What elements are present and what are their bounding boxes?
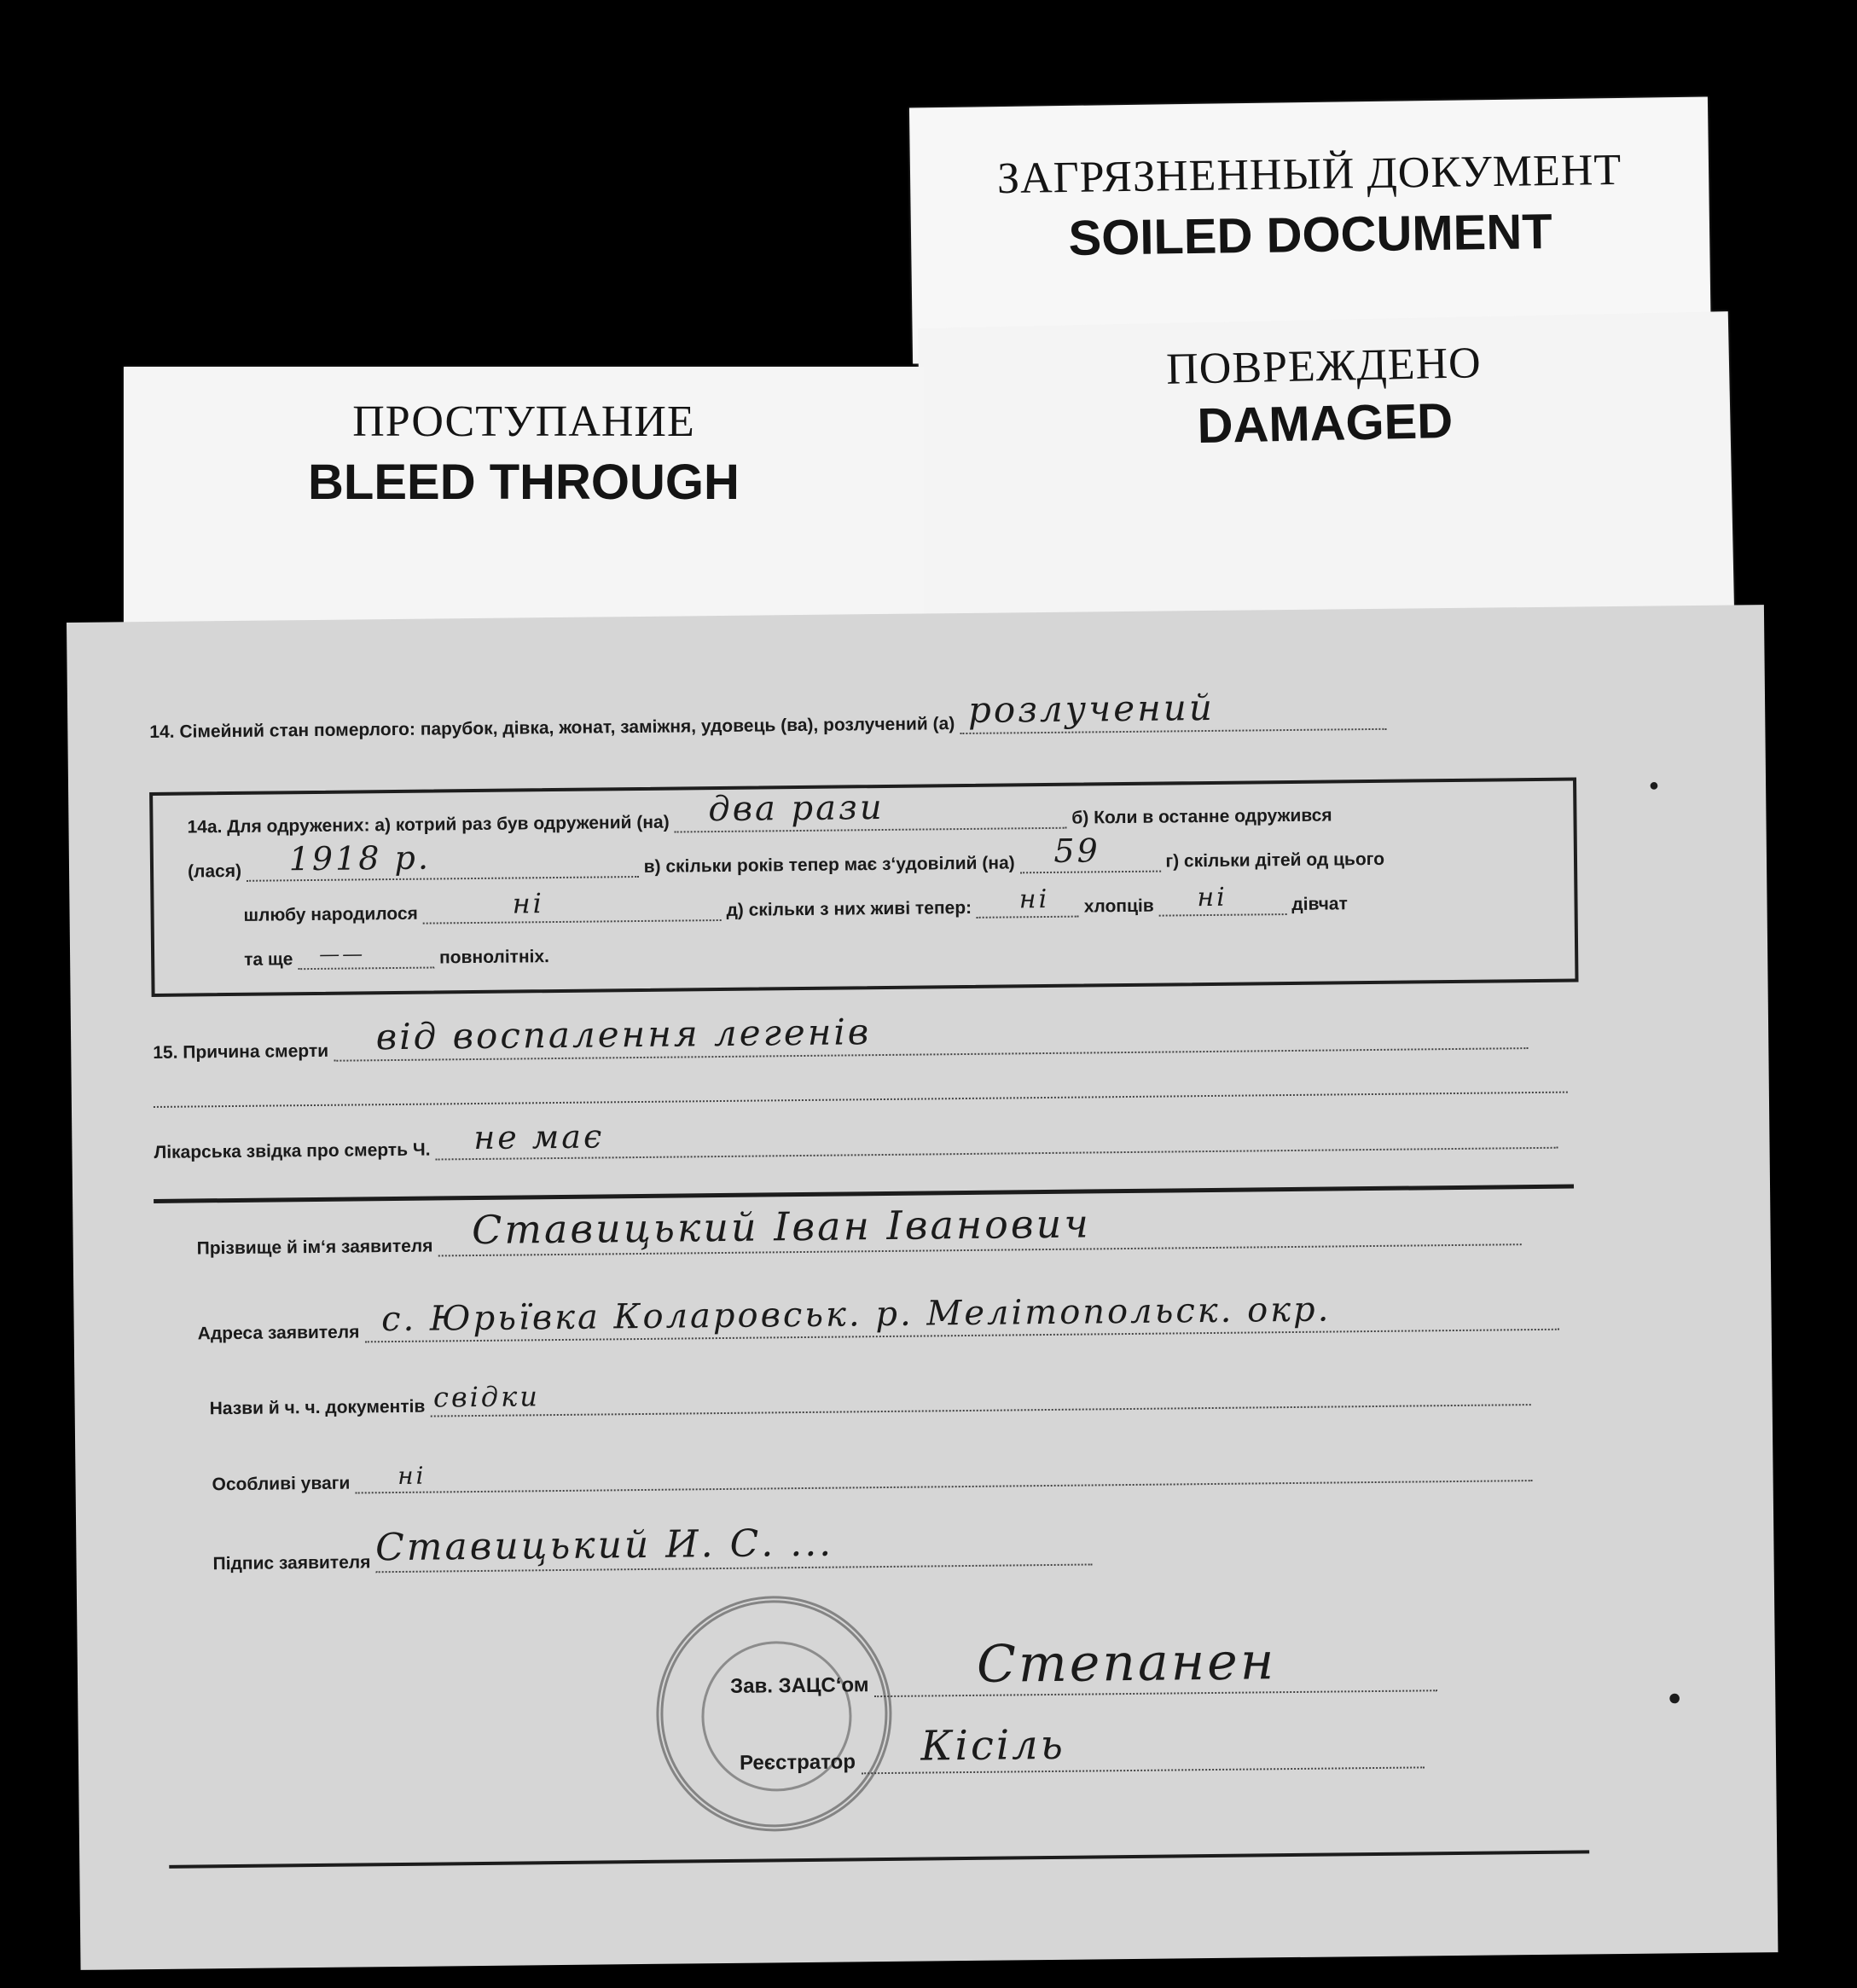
registrar-label: Реєстратор xyxy=(739,1750,856,1775)
medical-field xyxy=(435,1117,1558,1161)
documents-label: Назви й ч. ч. документів xyxy=(209,1396,426,1419)
head-field xyxy=(874,1632,1437,1697)
remarks-field xyxy=(355,1456,1532,1493)
q14a-line3-prefix: шлюбу народилося xyxy=(243,903,418,925)
q15-value: від воспалення легенів xyxy=(375,1011,872,1058)
applicant-address-label: Адреса заявителя xyxy=(197,1322,360,1344)
applicant-name-field xyxy=(438,1200,1521,1256)
head-value: Степанен xyxy=(976,1632,1277,1695)
q14a-line2-label: в) скільки років тепер має з‘удовілий (на) xyxy=(643,853,1015,877)
q14a-line2-field xyxy=(247,838,639,882)
q14a-line2-prefix: (лася) xyxy=(187,861,242,882)
q14-row xyxy=(149,686,1386,743)
q14a-line2-value2: 59 xyxy=(1053,832,1100,870)
binding-hole-mark: • xyxy=(1645,772,1663,803)
registrar-value: Кісіль xyxy=(920,1720,1066,1771)
q14a-line4-suffix: повнолітніх. xyxy=(438,947,550,968)
q15-row xyxy=(153,1011,1528,1064)
documents-field xyxy=(430,1380,1530,1417)
applicant-name-row xyxy=(196,1200,1522,1259)
signature-row xyxy=(212,1521,1092,1574)
applicant-address-value: с. Юрьївка Коларовськ. р. Мелітопольск. окр. xyxy=(380,1290,1332,1340)
documents-row xyxy=(209,1380,1530,1419)
q14a-line3-field3 xyxy=(1158,882,1286,917)
bleed-through-tag xyxy=(124,367,924,657)
q15-label: 15. Причина смерти xyxy=(153,1040,329,1063)
q14-field xyxy=(960,686,1386,734)
section-divider-top xyxy=(154,1185,1574,1203)
q14a-line3-value2: ні xyxy=(1018,884,1050,915)
official-seal xyxy=(655,1595,893,1833)
applicant-name-value: Ставицький Іван Іванович xyxy=(471,1200,1092,1254)
q14a-line3-value3: ні xyxy=(1197,882,1227,913)
signature-value: Ставицький И. С. ... xyxy=(374,1521,834,1570)
q14a-line2-field2 xyxy=(1019,832,1160,874)
q14a-line3-field2 xyxy=(977,884,1079,919)
medical-row xyxy=(154,1117,1558,1163)
section-divider-bottom xyxy=(169,1850,1589,1868)
bleed-tag-en: BLEED THROUGH xyxy=(308,455,740,510)
q14a-line1 xyxy=(187,787,1332,838)
damaged-tag-en: DAMAGED xyxy=(1196,392,1454,455)
marriage-details-box xyxy=(149,777,1578,997)
registrar-field xyxy=(861,1720,1424,1774)
medical-value: не має xyxy=(473,1117,605,1157)
death-record-form xyxy=(67,605,1778,1970)
remarks-row xyxy=(212,1456,1532,1495)
q14a-line4-prefix: та ще xyxy=(244,949,293,970)
q14a-line3-suffix: дівчат xyxy=(1291,894,1348,914)
remarks-value: ні xyxy=(397,1461,427,1490)
q14a-line1-suffix: б) Коли в останне одружився xyxy=(1071,805,1332,828)
bleed-tag-ru: ПРОСТУПАНИЕ xyxy=(352,397,695,446)
soiled-tag-en: SOILED DOCUMENT xyxy=(1068,204,1553,266)
damaged-tag-ru: ПОВРЕЖДЕНО xyxy=(1165,339,1483,394)
q14a-line3-value: ні xyxy=(512,887,545,920)
q15-row-2 xyxy=(154,1068,1568,1108)
applicant-name-label: Прізвище й ім‘я заявителя xyxy=(196,1236,433,1259)
soiled-tag-ru: ЗАГРЯЗНЕННЫЙ ДОКУМЕНТ xyxy=(996,145,1622,204)
signature-field xyxy=(374,1521,1092,1573)
q14a-line2 xyxy=(187,832,1385,883)
documents-value: свідки xyxy=(432,1380,541,1414)
q14a-line4 xyxy=(244,942,549,971)
signature-label: Підпис заявителя xyxy=(212,1552,371,1574)
binding-hole-mark-2: • xyxy=(1664,1680,1686,1720)
head-label: Зав. ЗАЦС‘ом xyxy=(729,1673,869,1698)
medical-label: Лікарська звідка про смерть Ч. xyxy=(154,1139,431,1162)
q14-label: 14. Сімейний стан померлого: парубок, дівка, жонат, заміжня, удовець (ва), розлучений (а) xyxy=(149,714,955,742)
q15-field xyxy=(334,1011,1528,1062)
q14a-line2-suffix: г) скільки дітей од цього xyxy=(1165,849,1385,872)
q14a-line4-value: —— xyxy=(318,942,366,966)
q14a-line1-field xyxy=(674,787,1066,833)
remarks-label: Особливі уваги xyxy=(212,1473,351,1495)
applicant-address-row xyxy=(197,1290,1559,1345)
q14a-line3-field xyxy=(423,887,722,924)
applicant-address-field xyxy=(364,1290,1558,1343)
q14a-line2-value: 1918 р. xyxy=(288,838,432,878)
q14-value: розлучений xyxy=(967,686,1216,731)
q14a-line1-label: 14а. Для одружених: а) котрий раз був одружений (на) xyxy=(187,812,670,838)
q14a-line3 xyxy=(243,882,1348,926)
q14a-line1-value: два рази xyxy=(708,787,885,830)
q14a-line3-mid: хлопців xyxy=(1083,895,1154,917)
q15-extra-line xyxy=(154,1068,1568,1108)
q14a-line4-field xyxy=(298,943,434,971)
q14a-line3-label: д) скільки з них живі тепер: xyxy=(726,897,972,920)
